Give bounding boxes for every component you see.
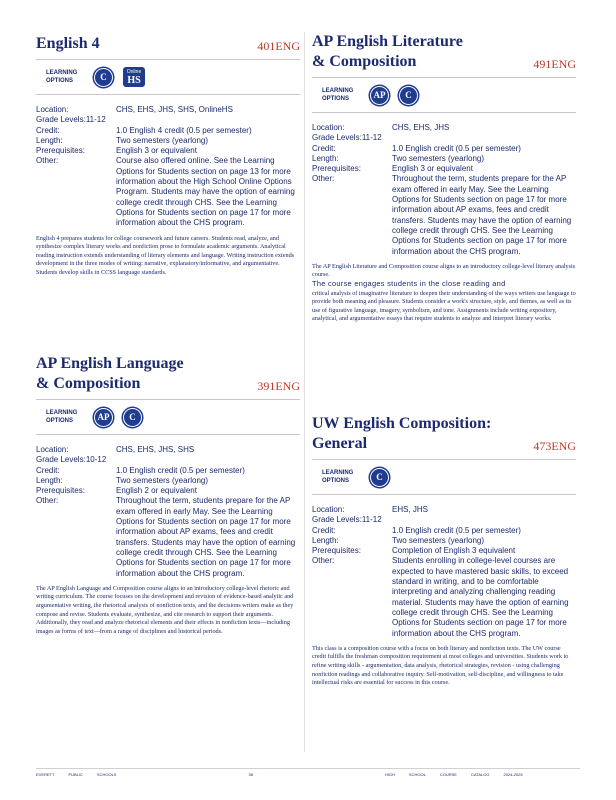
- learning-options: [312, 460, 576, 495]
- footer-right-1: HIGH: [384, 772, 395, 777]
- course-english-4: [36, 34, 300, 278]
- other-label: Other:: [312, 556, 335, 566]
- length-value: Two semesters (yearlong): [392, 153, 485, 163]
- course-uw-english-composition: [312, 414, 576, 688]
- learning-options-label: LEARNING OPTIONS: [46, 70, 78, 84]
- location-label: Location:: [312, 505, 345, 514]
- prereq-label: Prerequisites:: [312, 546, 361, 556]
- course-title: UW English Composition: General: [312, 415, 492, 452]
- prereq-value: English 3 or equivalent: [116, 146, 197, 156]
- credit-label: Credit:: [36, 465, 60, 475]
- credit-label: Credit:: [312, 143, 336, 153]
- credit-value: 1.0 English credit (0.5 per semester): [116, 465, 245, 475]
- chs-badge-icon: C: [370, 468, 389, 487]
- length-label: Length:: [36, 475, 63, 485]
- grade-label: Grade Levels:: [312, 515, 362, 525]
- learning-options: [36, 60, 300, 95]
- credit-value: 1.0 English credit (0.5 per semester): [392, 525, 521, 535]
- chs-badge-icon: C: [94, 68, 113, 87]
- course-header: [36, 34, 300, 60]
- location-label: Location:: [312, 123, 345, 132]
- length-value: Two semesters (yearlong): [392, 535, 485, 545]
- course-header: [312, 414, 576, 460]
- footer-left-3: SCHOOLS: [96, 772, 117, 777]
- footer-right-4: CATALOG: [470, 772, 490, 777]
- grade-value: 11-12: [361, 133, 382, 143]
- credit-value: 1.0 English 4 credit (0.5 per semester): [116, 125, 252, 135]
- learning-options-label: LEARNING OPTIONS: [46, 410, 78, 424]
- column-divider: [304, 32, 305, 752]
- grade-value: 10-12: [85, 455, 107, 465]
- length-label: Length:: [312, 153, 339, 163]
- course-code: 401ENG: [257, 39, 300, 53]
- course-title: AP English Literature & Composition: [312, 33, 463, 70]
- length-label: Length:: [36, 135, 63, 145]
- course-description: English 4 prepares students for college coursework and future careers. Students read, analyze, and synthesize complex literary works and nonfiction prose to formulate academic arguments. Analytical reading instruction extends understanding of literary elements and language. Writing instruction extends development in the three modes of writing: narrative, explanatory/informative, and argumentative. Students develop skills in CCSS language standards.: [36, 234, 295, 276]
- ap-badge-icon: AP: [370, 86, 389, 105]
- credit-label: Credit:: [312, 525, 336, 535]
- footer-left-2: PUBLIC: [68, 772, 83, 777]
- ap-badge-icon: AP: [94, 408, 113, 427]
- other-value: Throughout the term, students prepare for the AP exam offered in early May. See the Learning Options for Students section on page 17 for more information about AP exams, fees and credit transfers. Students may have the option of earning college credit through CHS. See the Learning Options for Students section on page 17 for more information about the CHS program.: [392, 174, 572, 256]
- prereq-label: Prerequisites:: [36, 146, 85, 156]
- footer-left-1: EVERETT: [36, 772, 55, 777]
- learning-options: [36, 400, 300, 435]
- location-label: Location:: [36, 445, 69, 454]
- location-label: Location:: [36, 105, 69, 114]
- learning-options: [312, 78, 576, 113]
- other-label: Other:: [36, 496, 59, 506]
- location-value: CHS, EHS, JHS: [392, 123, 450, 132]
- course-code: 491ENG: [533, 57, 576, 71]
- footer-right-2: SCHOOL: [408, 772, 426, 777]
- prereq-label: Prerequisites:: [312, 164, 361, 174]
- length-value: Two semesters (yearlong): [116, 135, 209, 145]
- credit-value: 1.0 English credit (0.5 per semester): [392, 143, 521, 153]
- description-part-b: The course engages students in the close reading and: [312, 279, 506, 289]
- learning-options-label: LEARNING OPTIONS: [322, 470, 354, 484]
- prereq-value: Completion of English 3 equivalent: [392, 546, 516, 556]
- course-header: [312, 32, 576, 78]
- grade-label: Grade Levels:: [36, 115, 86, 125]
- other-value: Throughout the term, students prepare for the AP exam offered in early May. See the Learning Options for Students section on page 17 for more information about AP exams, fees and credit transfers. Students may have the option of earning college credit through CHS. See the Learning Options for Students section on page 17 for more information about the CHS program.: [116, 496, 296, 578]
- online-hs-badge-bottom: HS: [127, 74, 141, 86]
- footer-right-3: COURSE: [439, 772, 457, 777]
- footer-right-5: 2024-2025: [503, 772, 523, 777]
- course-details: [312, 505, 576, 639]
- length-value: Two semesters (yearlong): [116, 475, 209, 485]
- location-value: EHS, JHS: [392, 505, 429, 514]
- prereq-label: Prerequisites:: [36, 486, 85, 496]
- course-details: [36, 445, 300, 579]
- chs-badge-icon: C: [123, 408, 142, 427]
- course-details: [36, 105, 300, 229]
- course-description: [312, 263, 576, 324]
- course-code: 391ENG: [257, 379, 300, 393]
- description-part-a: The AP English Literature and Composition course aligns to an introductory college-level literary analysis course.: [312, 262, 576, 279]
- location-value: CHS, EHS, JHS, SHS, OnlineHS: [116, 105, 233, 114]
- online-hs-badge-icon: [123, 67, 145, 87]
- length-label: Length:: [312, 535, 339, 545]
- grade-value: 11-12: [361, 515, 382, 525]
- description-part-c: critical analysis of imaginative literature to deepen their understanding of the ways writers use language to provide both meaning and pleasure. Students consider a work's structure, style, and themes, as well as its use of figurative language, imagery, symbolism, and tone. Assignments include writing expository, analytical, and argumentative essays that require students to analyze and interpret literary works.: [312, 289, 576, 323]
- learning-options-label: LEARNING OPTIONS: [322, 88, 354, 102]
- grade-label: Grade Levels:: [36, 455, 86, 465]
- course-details: [312, 123, 576, 257]
- course-ap-english-literature: [312, 32, 576, 324]
- course-header: [36, 354, 300, 400]
- prereq-value: English 3 or equivalent: [392, 164, 473, 174]
- other-label: Other:: [36, 156, 59, 166]
- grade-label: Grade Levels:: [312, 133, 362, 143]
- page-number: 38: [248, 772, 253, 777]
- credit-label: Credit:: [36, 125, 60, 135]
- course-title: AP English Language & Composition: [36, 355, 184, 392]
- chs-badge-icon: C: [399, 86, 418, 105]
- other-label: Other:: [312, 174, 335, 184]
- grade-value: 11-12: [85, 115, 106, 125]
- course-description: This class is a composition course with a focus on both literary and nonfiction texts. The UW course credit fulfills the freshman composition requirement at most colleges and universities. Students work to refine writing skills - argumentation, data analysis, rhetorical strategies, revision - using challenging nonfiction readings and collaborative inquiry. Self-motivation, self-discipline, and willingness to take intellectual risks are essential for success in this course.: [312, 644, 569, 687]
- course-ap-english-language: [36, 354, 300, 636]
- course-description: The AP English Language and Composition course aligns to an introductory college-level rhetoric and writing curriculum. The course focuses on the development and revision of evidence-based analytic and argumentative writing, the rhetorical analysis of nonfiction texts, and the decisions writers make as they compose and revise. Students evaluate, synthesize, and cite research to support their arguments. Additionally, they read and analyze rhetorical elements and their effects in nonfiction texts—including images as forms of text—from a range of disciplines and historical periods.: [36, 584, 294, 635]
- page-footer: [36, 768, 580, 777]
- prereq-value: English 2 or equivalent: [116, 486, 197, 496]
- course-code: 473ENG: [533, 439, 576, 453]
- other-value: Students enrolling in college-level courses are expected to have mastered basic skills, to exceed standard in writing, and to be comfortable interpreting and analyzing challenging reading material. Students may have the option of earning college credit through CHS. See the Learning Options for Students section on page 17 for more information about the CHS program.: [392, 556, 569, 638]
- online-hs-badge-top: Online: [126, 68, 142, 75]
- location-value: CHS, EHS, JHS, SHS: [116, 445, 195, 454]
- course-title: English 4: [36, 35, 100, 52]
- other-value: Course also offered online. See the Learning Options for Students section on page 13 for more information about the High School Online Options Program. Students may have the option of earning college credit through CHS. See the Learning Options for Students section on page 17 for more information about the CHS program.: [116, 156, 295, 228]
